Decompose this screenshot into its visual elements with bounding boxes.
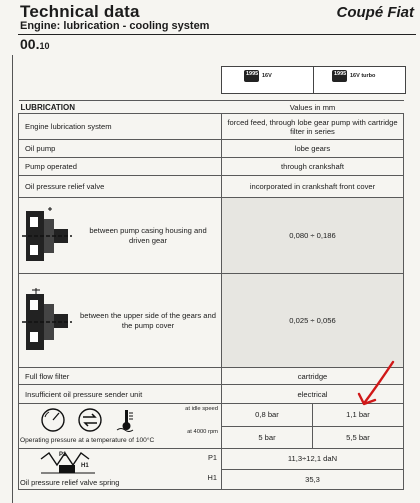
spring-cell-inner [19,449,221,489]
row-value: through crankshaft [222,158,404,176]
lubrication-table [18,100,404,490]
brand-name: Coupé Fiat [336,4,414,21]
pump-cover-diagram-icon [22,286,72,356]
header-rule [18,34,416,35]
clearance-cell [19,274,222,368]
engine-header-16v [221,66,315,94]
p1-value: 11,3÷12,1 daN [222,449,404,470]
section-code-suffix: 10 [39,41,50,51]
row-label: between pump casing housing and driven gear [89,226,207,245]
spring-cell [19,449,222,490]
h1-symbol: H1 [207,473,217,482]
idle-pressure-16v: 0,8 bar [222,404,313,427]
margin-line [12,55,13,503]
idle-speed-label: at idle speed [185,406,218,412]
spring-diagram-h1-label: H1 [81,463,89,469]
pressure-gauge-icon [39,407,67,433]
spring-row-p1 [19,449,404,470]
row-value: 0,025 ÷ 0,056 [222,274,404,368]
table-header-row [19,101,404,114]
page-title: Technical data [20,2,140,21]
row-label: Oil pressure relief valve [19,176,222,198]
row-label: Engine lubrication system [19,114,222,140]
table-row [19,114,404,140]
pressure-caption: Operating pressure at a temperature of 100°C [20,437,155,444]
engine-16v-turbo [332,70,375,82]
page-subtitle: Engine: lubrication - cooling system [20,20,210,32]
section-code [20,36,49,52]
rpm-label: at 4000 rpm [187,429,218,435]
engine-16v [244,70,272,82]
table-row [19,158,404,176]
pressure-row-idle [19,404,404,427]
rpm-pressure-turbo: 5,5 bar [313,426,404,449]
pressure-cell [19,404,222,449]
engine-header-16v-turbo [313,66,406,94]
idle-pressure-turbo: 1,1 bar [313,404,404,427]
row-value: cartridge [222,368,404,385]
engine-badge: 1995 [246,71,259,77]
section-label: LUBRICATION [19,101,222,114]
clearance-diagram [22,286,218,356]
h1-value: 35,3 [222,469,404,490]
engine-icon [244,70,259,82]
row-label: Full flow filter [19,368,222,385]
row-label: Insufficient oil pressure sender unit [19,385,222,404]
rpm-pressure-16v: 5 bar [222,426,313,449]
row-value: 0,080 ÷ 0,186 [222,198,404,274]
row-value: incorporated in crankshaft front cover [222,176,404,198]
p1-symbol: P1 [207,453,217,462]
table-row [19,368,404,385]
units-label: Values in mm [222,101,404,114]
row-value: electrical [222,385,404,404]
engine-icon [332,70,347,82]
row-label: Oil pump [19,140,222,158]
table-row [19,176,404,198]
row-value: forced feed, through lobe gear pump with cartridge filter in series [222,114,404,140]
table-row [19,198,404,274]
engine-label: 16V [262,73,272,79]
annotation-arrow-icon [355,360,397,410]
spring-label: Oil pressure relief valve spring [20,478,120,487]
pump-casing-diagram-icon [22,205,72,267]
spring-diagram-p1-label: P1 [59,452,67,458]
table-row [19,274,404,368]
row-value: lobe gears [222,140,404,158]
pressure-cell-inner [19,404,221,448]
row-label: Pump operated [19,158,222,176]
table-row [19,385,404,404]
row-label: between the upper side of the gears and the pump cover [80,311,216,330]
section-code-main: 00. [20,36,40,52]
table-row [19,140,404,158]
oil-flow-icon [77,408,103,432]
clearance-diagram [22,205,218,267]
engine-badge: 1995 [334,71,347,77]
clearance-cell [19,198,222,274]
temperature-icon [115,408,139,432]
engine-label: 16V turbo [350,73,376,79]
